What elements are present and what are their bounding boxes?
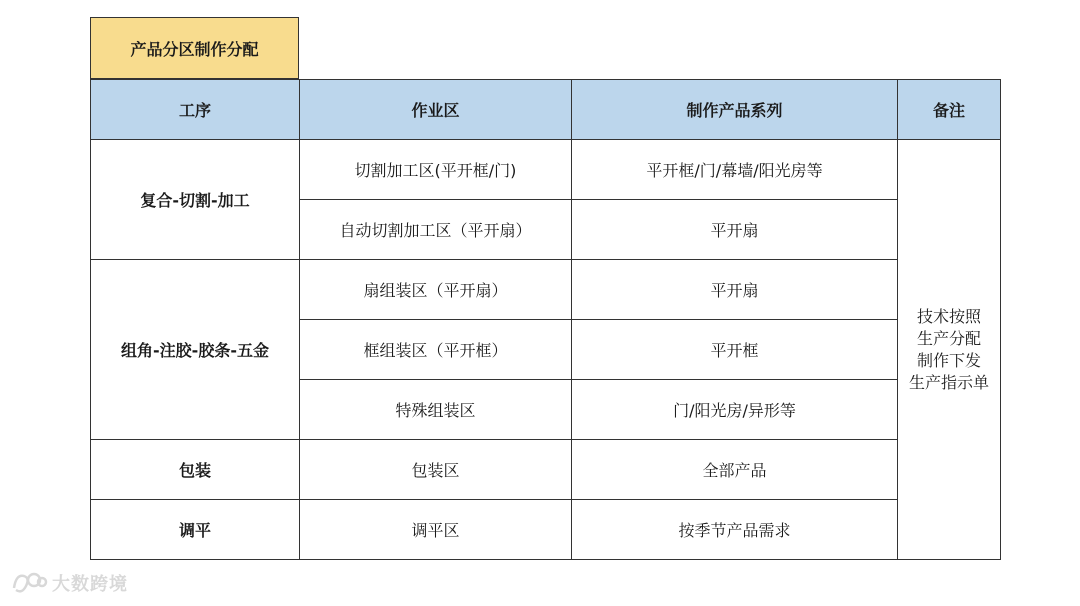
watermark-text: 大数跨境 [52,574,128,595]
products-cell: 门/阳光房/异形等 [572,380,898,440]
products-cell: 平开扇 [572,200,898,260]
table-row [91,140,1001,200]
products-cell: 平开框 [572,320,898,380]
process-cell: 复合-切割-加工 [91,140,300,260]
note-line: 制作下发 [916,350,981,370]
area-cell: 框组装区（平开框） [300,320,572,380]
process-cell: 调平 [91,500,300,560]
header-note: 备注 [898,80,1001,140]
header-area: 作业区 [300,80,572,140]
table-title: 产品分区制作分配 [90,17,299,79]
table-row [91,500,1001,560]
logo-icon [10,570,48,596]
area-cell: 切割加工区(平开框/门) [300,140,572,200]
process-cell: 包装 [91,440,300,500]
header-row [91,80,1001,140]
header-products: 制作产品系列 [572,80,898,140]
note-line: 生产指示单 [908,372,989,392]
area-cell: 特殊组装区 [300,380,572,440]
note-line: 生产分配 [916,328,981,348]
note-line: 技术按照 [916,306,981,326]
area-cell: 自动切割加工区（平开扇） [300,200,572,260]
note-cell [898,140,1001,560]
area-cell: 包装区 [300,440,572,500]
area-cell: 调平区 [300,500,572,560]
process-cell: 组角-注胶-胶条-五金 [91,260,300,440]
area-cell: 扇组装区（平开扇） [300,260,572,320]
watermark [10,570,128,596]
header-process: 工序 [91,80,300,140]
table-row [91,440,1001,500]
table-row [91,260,1001,320]
products-cell: 平开框/门/幕墙/阳光房等 [572,140,898,200]
allocation-table [90,79,1001,560]
products-cell: 平开扇 [572,260,898,320]
products-cell: 全部产品 [572,440,898,500]
products-cell: 按季节产品需求 [572,500,898,560]
